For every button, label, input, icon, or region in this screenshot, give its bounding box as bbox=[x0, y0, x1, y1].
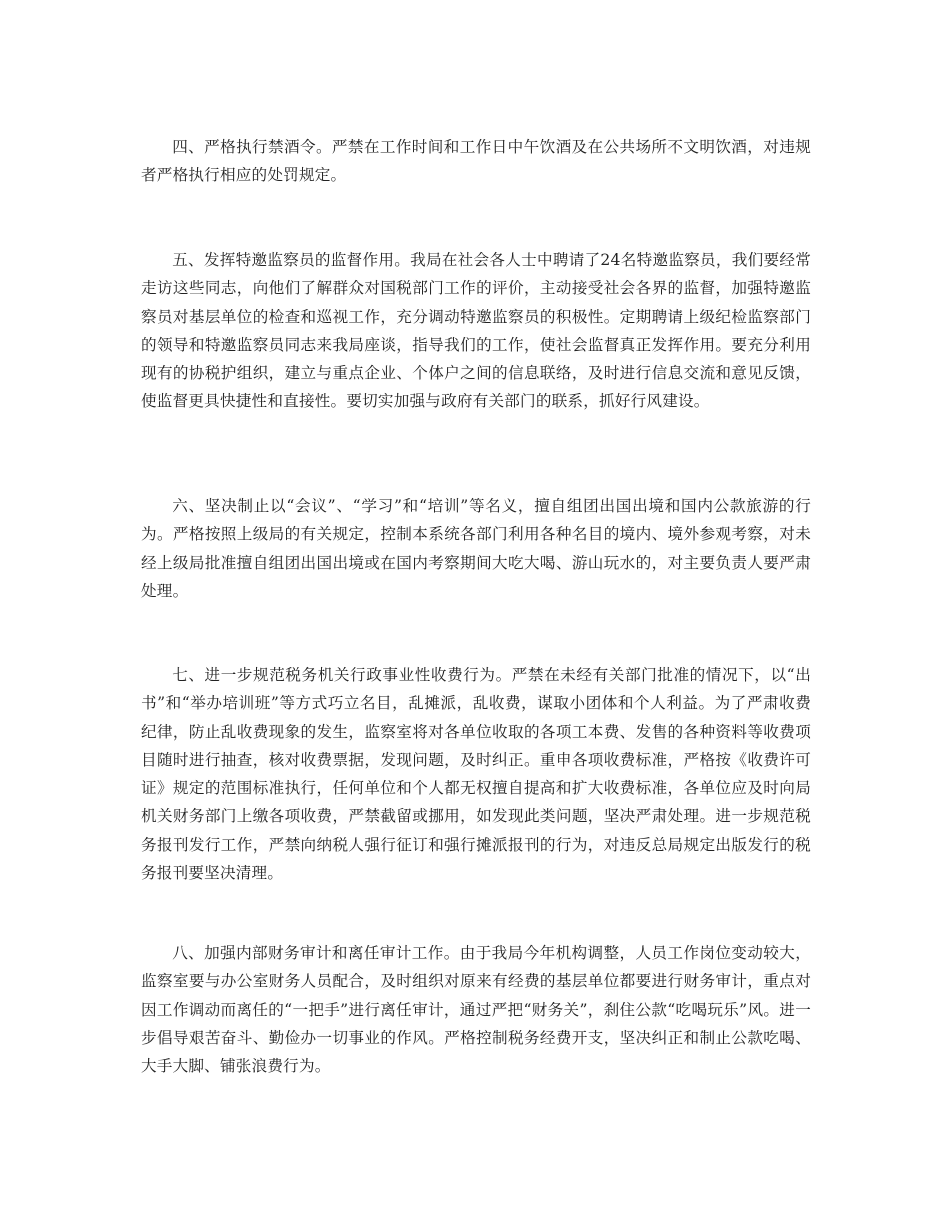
paragraph-section-5: 五、发挥特邀监察员的监督作用。我局在社会各人士中聘请了24名特邀监察员，我们要经常走访这些同志，向他们了解群众对国税部门工作的评价，主动接受社会各界的监督，加强特邀监察员对基层单位的检查和巡视工作，充分调动特邀监察员的积极性。定期聘请上级纪检监察部门的领导和特邀监察员同志来我局座谈，指导我们的工作，使社会监督真正发挥作用。要充分利用现有的协税护组织，建立与重点企业、个体户之间的信息联络，及时进行信息交流和意见反馈，使监督更具快捷性和直接性。要切实加强与政府有关部门的联系，抓好行风建设。 bbox=[141, 251, 811, 411]
paragraph-section-7: 七、进一步规范税务机关行政事业性收费行为。严禁在未经有关部门批准的情况下，以“出书”和“举办培训班”等方式巧立名目，乱摊派，乱收费，谋取小团体和个人利益。为了严肃收费纪律，防止乱收费现象的发生，监察室将对各单位收取的各项工本费、发售的各种资料等收费项目随时进行抽查，核对收费票据，发现问题，及时纠正。重申各项收费标准，严格按《收费许可证》规定的范围标准执行，任何单位和个人都无权擅自提高和扩大收费标准，各单位应及时向局机关财务部门上缴各项收费，严禁截留或挪用，如发现此类问题，坚决严肃处理。进一步规范税务报刊发行工作，严禁向纳税人强行征订和强行摊派报刊的行为，对违反总局规定出版发行的税务报刊要坚决清理。 bbox=[141, 666, 811, 883]
paragraph-section-4: 四、严格执行禁酒令。严禁在工作时间和工作日中午饮酒及在公共场所不文明饮酒，对违规者严格执行相应的处罚规定。 bbox=[141, 138, 811, 185]
paragraph-section-8: 八、加强内部财务审计和离任审计工作。由于我局今年机构调整，人员工作岗位变动较大，监察室要与办公室财务人员配合，及时组织对原来有经费的基层单位都要进行财务审计，重点对因工作调动而离任的“一把手”进行离任审计，通过严把“财务关”，刹住公款“吃喝玩乐”风。进一步倡导艰苦奋斗、勤俭办一切事业的作风。严格控制税务经费开支，坚决纠正和制止公款吃喝、大手大脚、铺张浪费行为。 bbox=[141, 944, 811, 1076]
paragraph-section-6: 六、坚决制止以“会议”、“学习”和“培训”等名义，擅自组团出国出境和国内公款旅游的行为。严格按照上级局的有关规定，控制本系统各部门利用各种名目的境内、境外参观考察，对未经上级局批准擅自组团出国出境或在国内考察期间大吃大喝、游山玩水的，对主要负责人要严肃处理。 bbox=[141, 497, 811, 600]
